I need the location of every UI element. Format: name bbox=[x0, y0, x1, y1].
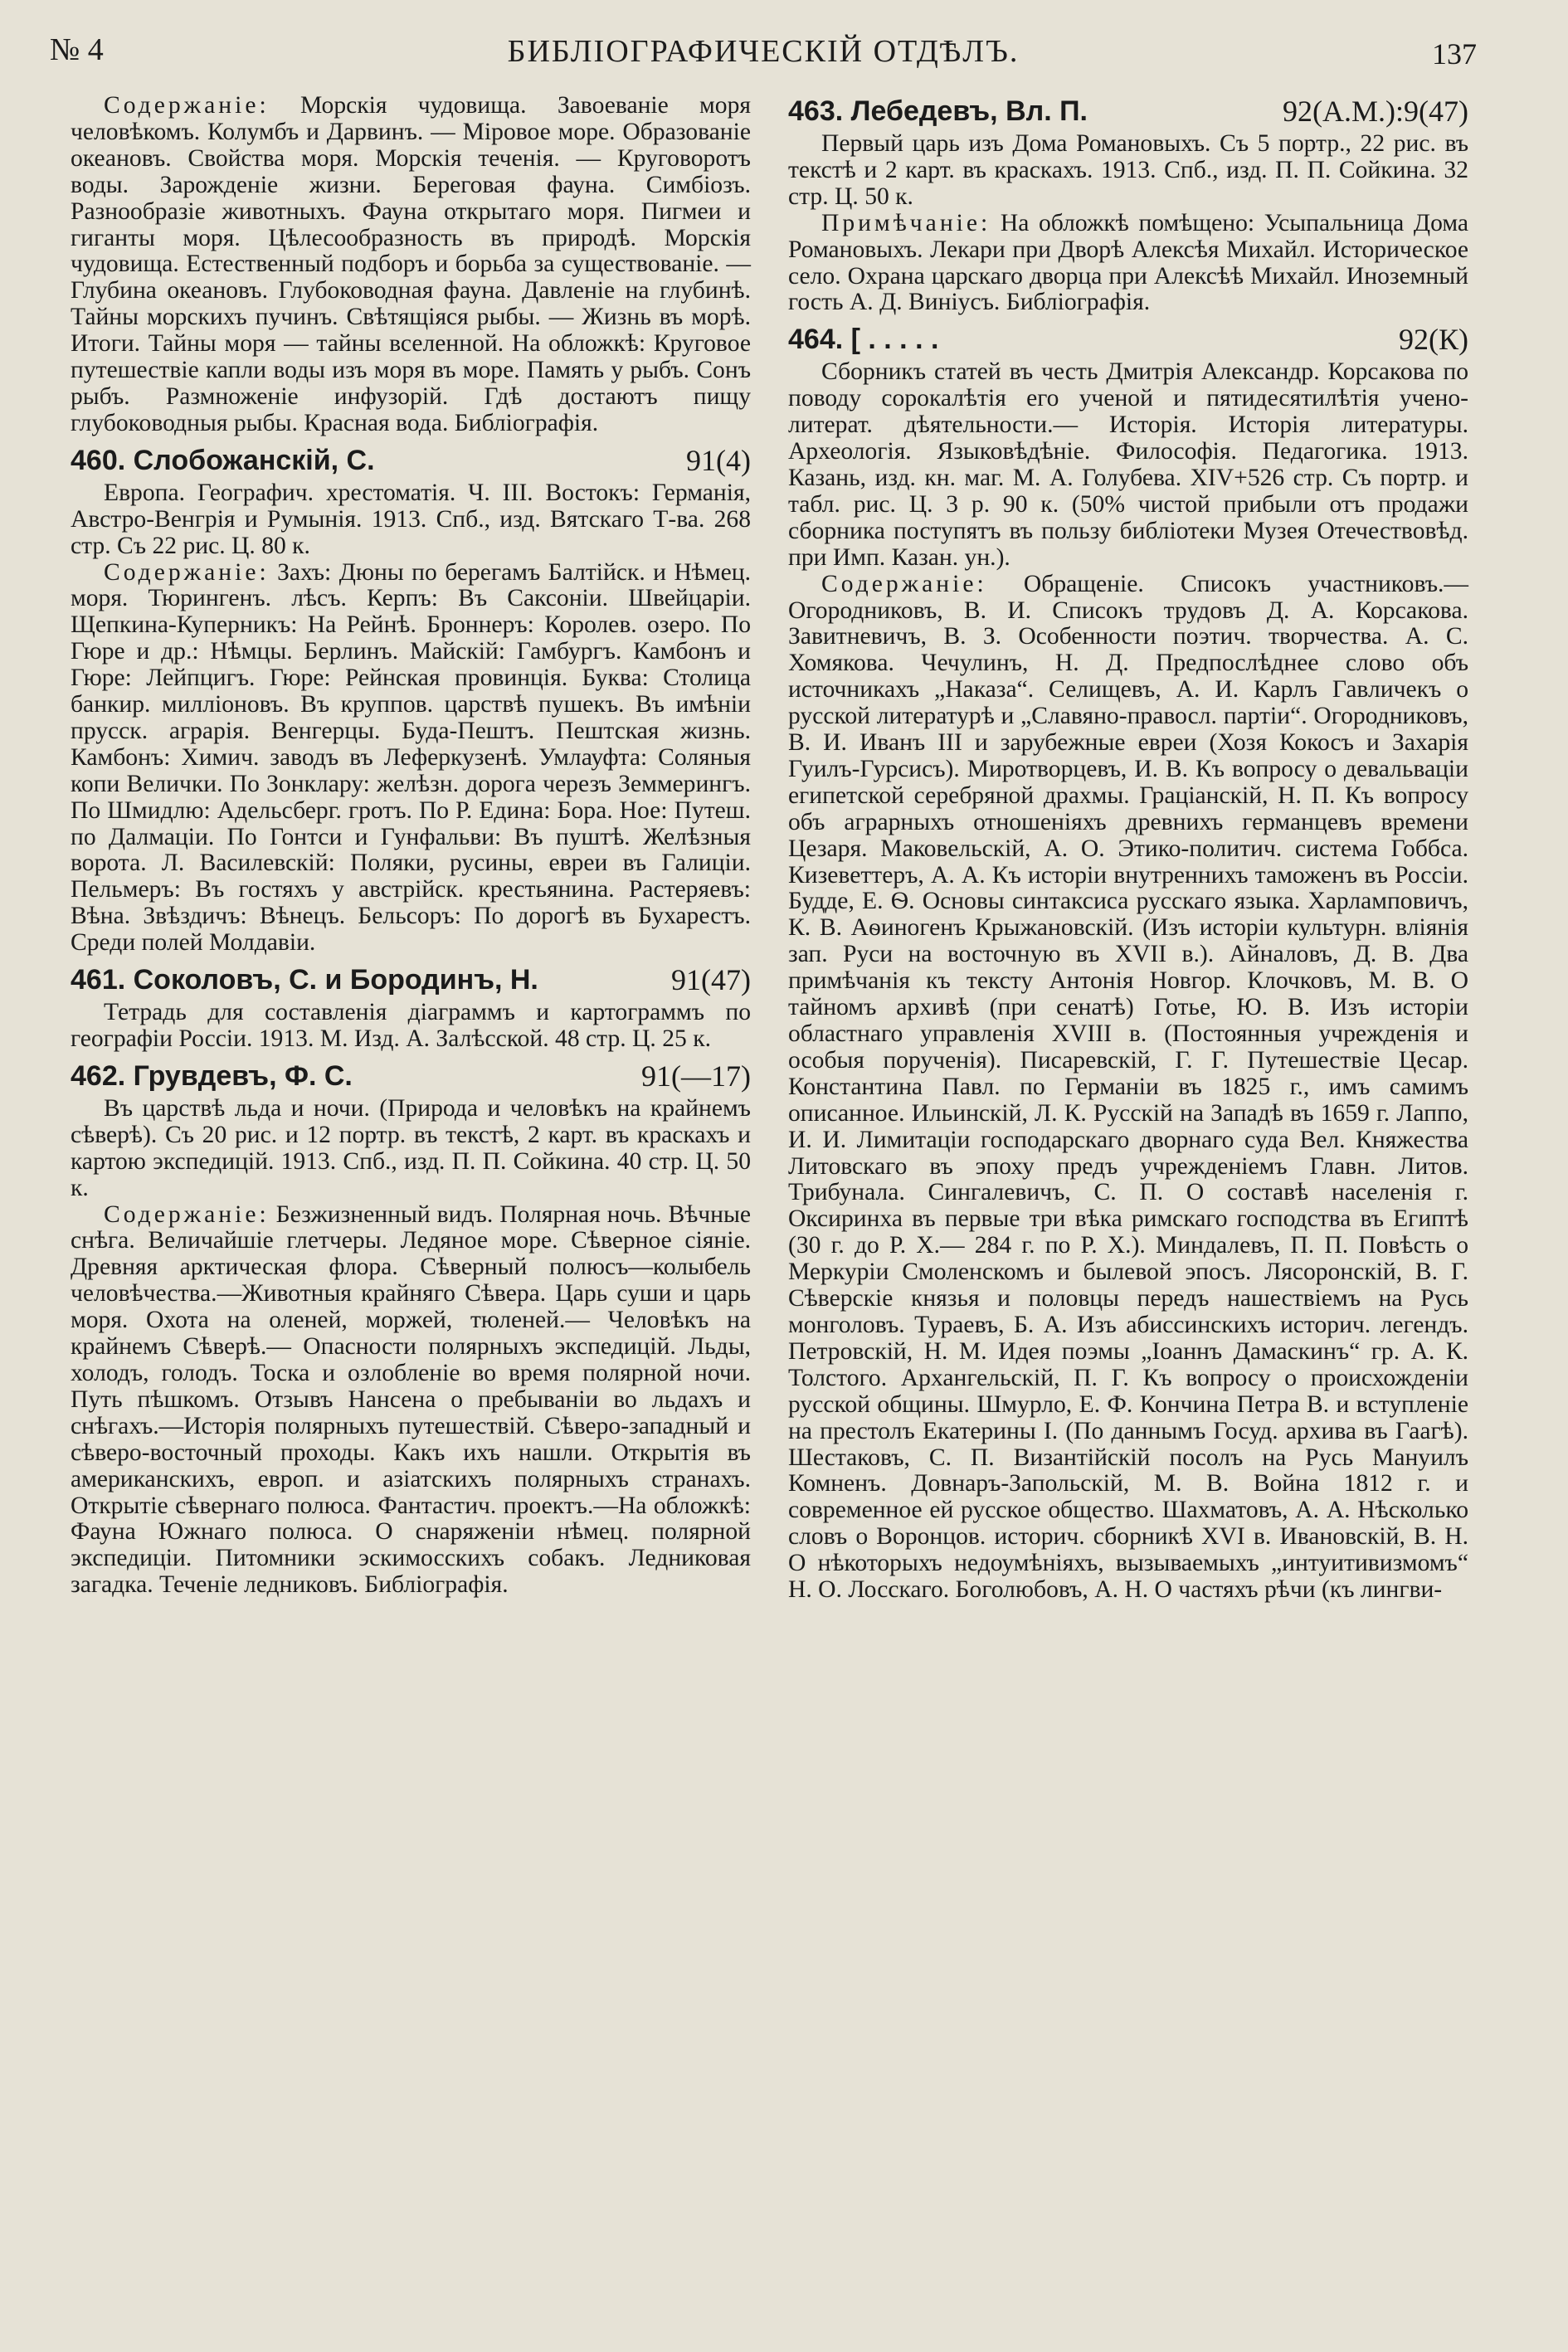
entry-contents bbox=[71, 1202, 751, 1600]
entry-heading bbox=[71, 442, 751, 479]
entry-description: Въ царствѣ льда и ночи. (Природа и человѣкъ на крайнемъ сѣверѣ). Съ 20 рис. и 12 портр. въ текстѣ, 2 карт. въ краскахъ и картою экспедицій. 1913. Спб., изд. П. П. Сойкина. 40 стр. Ц. 50 к. bbox=[71, 1094, 751, 1201]
contents-text: Обращеніе. Списокъ участниковъ.—Огородниковъ, В. И. Списокъ трудовъ Д. А. Корсакова. Завитневичъ, В. З. Особенности поэтич. творчества. А. С. Хомякова. Чечулинъ, Н. Д. Предпослѣднее слово объ источникахъ „Наказа“. Селищевъ, А. И. Карлъ Гавличекъ о русской литературѣ и „Славяно-правосл. партіи“. Огородниковъ, В. И. Иванъ III и зарубежные евреи (Хозя Кокосъ и Захарія Гуилъ-Гурсисъ). Миротворцевъ, И. В. Къ вопросу о девальваціи египетской серебряной драхмы. Граціанскій, Н. П. Къ вопросу объ аграрныхъ отношеніяхъ древнихъ германцевъ времени Цезаря. Маковельскій, А. О. Этико-политич. система Гоббса. Кизеветтеръ, А. А. Къ исторіи внутреннихъ таможенъ въ Россіи. Будде, Е. Ѳ. Основы синтаксиса русскаго языка. Харламповичъ, К. В. Аѳиногенъ Крыжановскій. (Изъ исторіи культурн. вліянія зап. Руси на восточную въ XVII в.). Айналовъ, Д. В. Два примѣчанія къ тексту Антонія Новгор. Клочковъ, М. В. О тайномъ архивѣ (при сенатѣ) Готье, Ю. В. Изъ исторіи областнаго управленія XVIII в. (Постоянныя учрежденія и особыя порученія). Писаревскій, Г. Г. Путешествіе Цесар. Константина Павл. по Германіи въ 1825 г., имъ самимъ описанное. Ильинскій, Л. К. Русскій на Западѣ въ 1659 г. Лаппо, И. И. Лимитаціи господарскаго дворнаго суда Вел. Княжества Литовскаго въ эпоху предъ учрежденіемъ Главн. Литов. Трибунала. Сингалевичъ, С. П. О составѣ населенія г. Оксиринха въ первые три вѣка римскаго господства въ Египтѣ (30 г. до Р. Х.— 284 г. по Р. Х.). Миндалевъ, П. П. Повѣсть о Меркуріи Смоленскомъ и былевой эпосъ. Лясоронскій, В. Г. Сѣверскіе князья и половцы передъ нашествіемъ на Русь монголовъ. Тураевъ, Б. А. Изъ абиссинскихъ историч. легендъ. Петровскій, Н. М. Идея поэмы „Іоаннъ Дамаскинъ“ гр. А. К. Толстого. Архангельскій, П. Г. Къ вопросу о происхожденіи русской общины. Шмурло, Е. Ф. Кончина Петра В. и вступленіе на престолъ Екатерины I. (По даннымъ Госуд. архива въ Гаагѣ). Шестаковъ, С. П. Византійскій посолъ на Русь Мануилъ Комненъ. Довнаръ-Запольскій, М. В. Война 1812 г. и современное ей русское общество. Шахматовъ, А. А. Нѣсколько словъ о Воронцов. историч. сборникѣ XVI в. Ивановскій, В. Н. О нѣкоторыхъ недоумѣніяхъ, вызываемыхъ „интуитивизмомъ“ Н. О. Лосскаго. Боголюбовъ, А. Н. О частяхъ рѣчи (къ лингви- bbox=[788, 570, 1468, 1604]
entry-description: Первый царь изъ Дома Романовыхъ. Съ 5 портр., 22 рис. въ текстѣ и 2 карт. въ краскахъ. 1913. Спб., изд. П. П. Сойкина. 32 стр. Ц. 50 к. bbox=[788, 130, 1468, 210]
entry-description: Сборникъ статей въ честь Дмитрія Александр. Корсакова по поводу сорокалѣтія его ученой и пятидесятилѣтія учено-литерат. дѣятельности.— Исторія. Исторія литературы. Археологія. Языковѣдѣніе. Философія. Педагогика. 1913. Казань, изд. кн. маг. М. А. Голубева. XIV+526 стр. Съ портр. и табл. рис. Ц. 3 р. 90 к. (50% чистой прибыли отъ продажи сборника поступятъ въ пользу библіотеки Музея Отечествовѣд. при Имп. Казан. ун.). bbox=[788, 358, 1468, 571]
entry-heading bbox=[71, 962, 751, 998]
note-text: На обложкѣ помѣщено: Усыпальница Дома Романовыхъ. Лекари при Дворѣ Алексѣя Михайл. Историческое село. Охрана царскаго дворца при Алексѣѣ Михайл. Иноземный гость А. Д. Виніусъ. Библіографія. bbox=[788, 209, 1468, 316]
classification-code: 92(К) bbox=[1399, 323, 1468, 357]
classification-code: 91(47) bbox=[671, 963, 751, 997]
contents-text: Захъ: Дюны по берегамъ Балтійск. и Нѣмец. моря. Тюрингенъ. лѣсъ. Керпъ: Въ Саксоніи. Швейцаріи. Щепкина-Куперникъ: На Рейнѣ. Броннеръ: Королев. озеро. По Гюре и др.: Нѣмцы. Берлинъ. Майскій: Гамбургъ. Камбонъ и Гюре: Лейпцигъ. Гюре: Рейнская провинція. Буква: Столица банкир. милліоновъ. Въ круппов. царствѣ пушекъ. Въ имѣніи прусск. аграрія. Венгерцы. Буда-Пештъ. Пештская жизнь. Камбонъ: Химич. заводъ въ Леферкузенѣ. Умлауфта: Соляныя копи Велички. По Зонклару: желѣзн. дорога черезъ Земмерингъ. По Шмидлю: Адельсберг. гротъ. По Р. Едина: Бора. Ное: Путеш. по Далмаціи. По Гонтси и Гунфальви: Въ пуштѣ. Желѣзныя ворота. Л. Василевскій: Поляки, русины, евреи въ Галиціи. Пельмеръ: Въ гостяхъ у австрійск. крестьянина. Растеряевъ: Вѣна. Звѣздичъ: Вѣнецъ. Бельсоръ: По дорогѣ въ Бухарестъ. Среди полей Молдавіи. bbox=[71, 558, 751, 957]
entry-description: Европа. Географич. хрестоматія. Ч. III. Востокъ: Германія, Австро-Венгрія и Румынія. 1913. Спб., изд. Вятскаго Т-ва. 268 стр. Съ 22 рис. Ц. 80 к. bbox=[71, 479, 751, 559]
classification-code: 92(А.М.):9(47) bbox=[1283, 95, 1468, 128]
entry-description: Тетрадь для составленія діаграммъ и картограммъ по географіи Россіи. 1913. М. Изд. А. Залѣсской. 48 стр. Ц. 25 к. bbox=[71, 999, 751, 1052]
page-header bbox=[50, 25, 1477, 75]
entry-number-author: 460. Слобожанскій, С. bbox=[71, 444, 375, 476]
entry-number-author: 464. [ . . . . . bbox=[788, 324, 939, 356]
note-label: Примѣчаніе: bbox=[821, 209, 991, 236]
contents-text: Безжизненный видъ. Полярная ночь. Вѣчные снѣга. Величайшіе глетчеры. Ледяное море. Сѣверное сіяніе. Древняя арктическая флора. Сѣверный полюсъ—колыбель человѣчества.—Животныя крайняго Сѣвера. Царь суши и царь моря. Охота на оленей, моржей, тюленей.— Человѣкъ на крайнемъ Сѣверѣ.— Опасности полярныхъ экспедицій. Льды, холодъ, голодъ. Тоска и озлобленіе во время полярной ночи. Путь пѣшкомъ. Отзывъ Нансена о пребываніи во льдахъ и снѣгахъ.—Исторія полярныхъ путешествій. Сѣверо-западный и сѣверо-восточный проходы. Какъ ихъ нашли. Открытія въ американскихъ, европ. и азіатскихъ полярныхъ странахъ. Открытіе сѣвернаго полюса. Фантастич. проектъ.—На обложкѣ: Фауна Южнаго полюса. О снаряженіи нѣмец. полярной экспедиціи. Питомники эскимосскихъ собакъ. Ледниковая загадка. Теченіе ледниковъ. Библіографія. bbox=[71, 1200, 751, 1599]
contents-label: Содержаніе: bbox=[104, 92, 270, 119]
contents-label: Содержаніе: bbox=[104, 558, 270, 586]
classification-code: 91(—17) bbox=[641, 1059, 751, 1093]
entry-heading bbox=[71, 1058, 751, 1094]
entry-note bbox=[788, 211, 1468, 317]
entry-contents bbox=[71, 560, 751, 957]
issue-number: № 4 bbox=[50, 32, 104, 67]
entry-contents bbox=[788, 572, 1468, 1604]
section-title: БИБЛІОГРАФИЧЕСКІЙ ОТДѢЛЪ. bbox=[507, 34, 1020, 69]
contents-label: Содержаніе: bbox=[821, 570, 987, 597]
right-column bbox=[788, 93, 1468, 1604]
contents-label: Содержаніе: bbox=[104, 1200, 270, 1228]
entry-heading bbox=[788, 321, 1468, 358]
entry-number-author: 462. Грувдевъ, Ф. С. bbox=[71, 1059, 353, 1092]
page-number: 137 bbox=[1432, 37, 1477, 71]
entry-heading bbox=[788, 93, 1468, 129]
left-column bbox=[71, 93, 751, 1599]
classification-code: 91(4) bbox=[686, 443, 751, 477]
continued-contents bbox=[71, 93, 751, 437]
entry-number-author: 461. Соколовъ, С. и Бородинъ, Н. bbox=[71, 964, 538, 996]
entry-number-author: 463. Лебедевъ, Вл. П. bbox=[788, 95, 1088, 127]
contents-text: Морскія чудовища. Завоеваніе моря человѣкомъ. Колумбъ и Дарвинъ. — Міровое море. Образованіе океановъ. Свойства моря. Морскія теченія. — Круговоротъ воды. Зарожденіе жизни. Береговая фауна. Симбіозъ. Разнообразіе животныхъ. Фауна открытаго моря. Пигмеи и гиганты моря. Цѣлесообразность въ природѣ. Морскія чудовища. Естественный подборъ и борьба за существованіе. — Глубина океановъ. Глубоководная фауна. Давленіе на глубинѣ. Тайны морскихъ пучинъ. Свѣтящіяся рыбы. — Жизнь въ морѣ. Итоги. Тайны моря — тайны вселенной. На обложкѣ: Круговое путешествіе капли воды изъ моря въ море. Память у рыбъ. Сонъ рыбъ. Размноженіе инфузорій. Гдѣ достаютъ пищу глубоководныя рыбы. Красная вода. Библіографія. bbox=[71, 92, 751, 436]
